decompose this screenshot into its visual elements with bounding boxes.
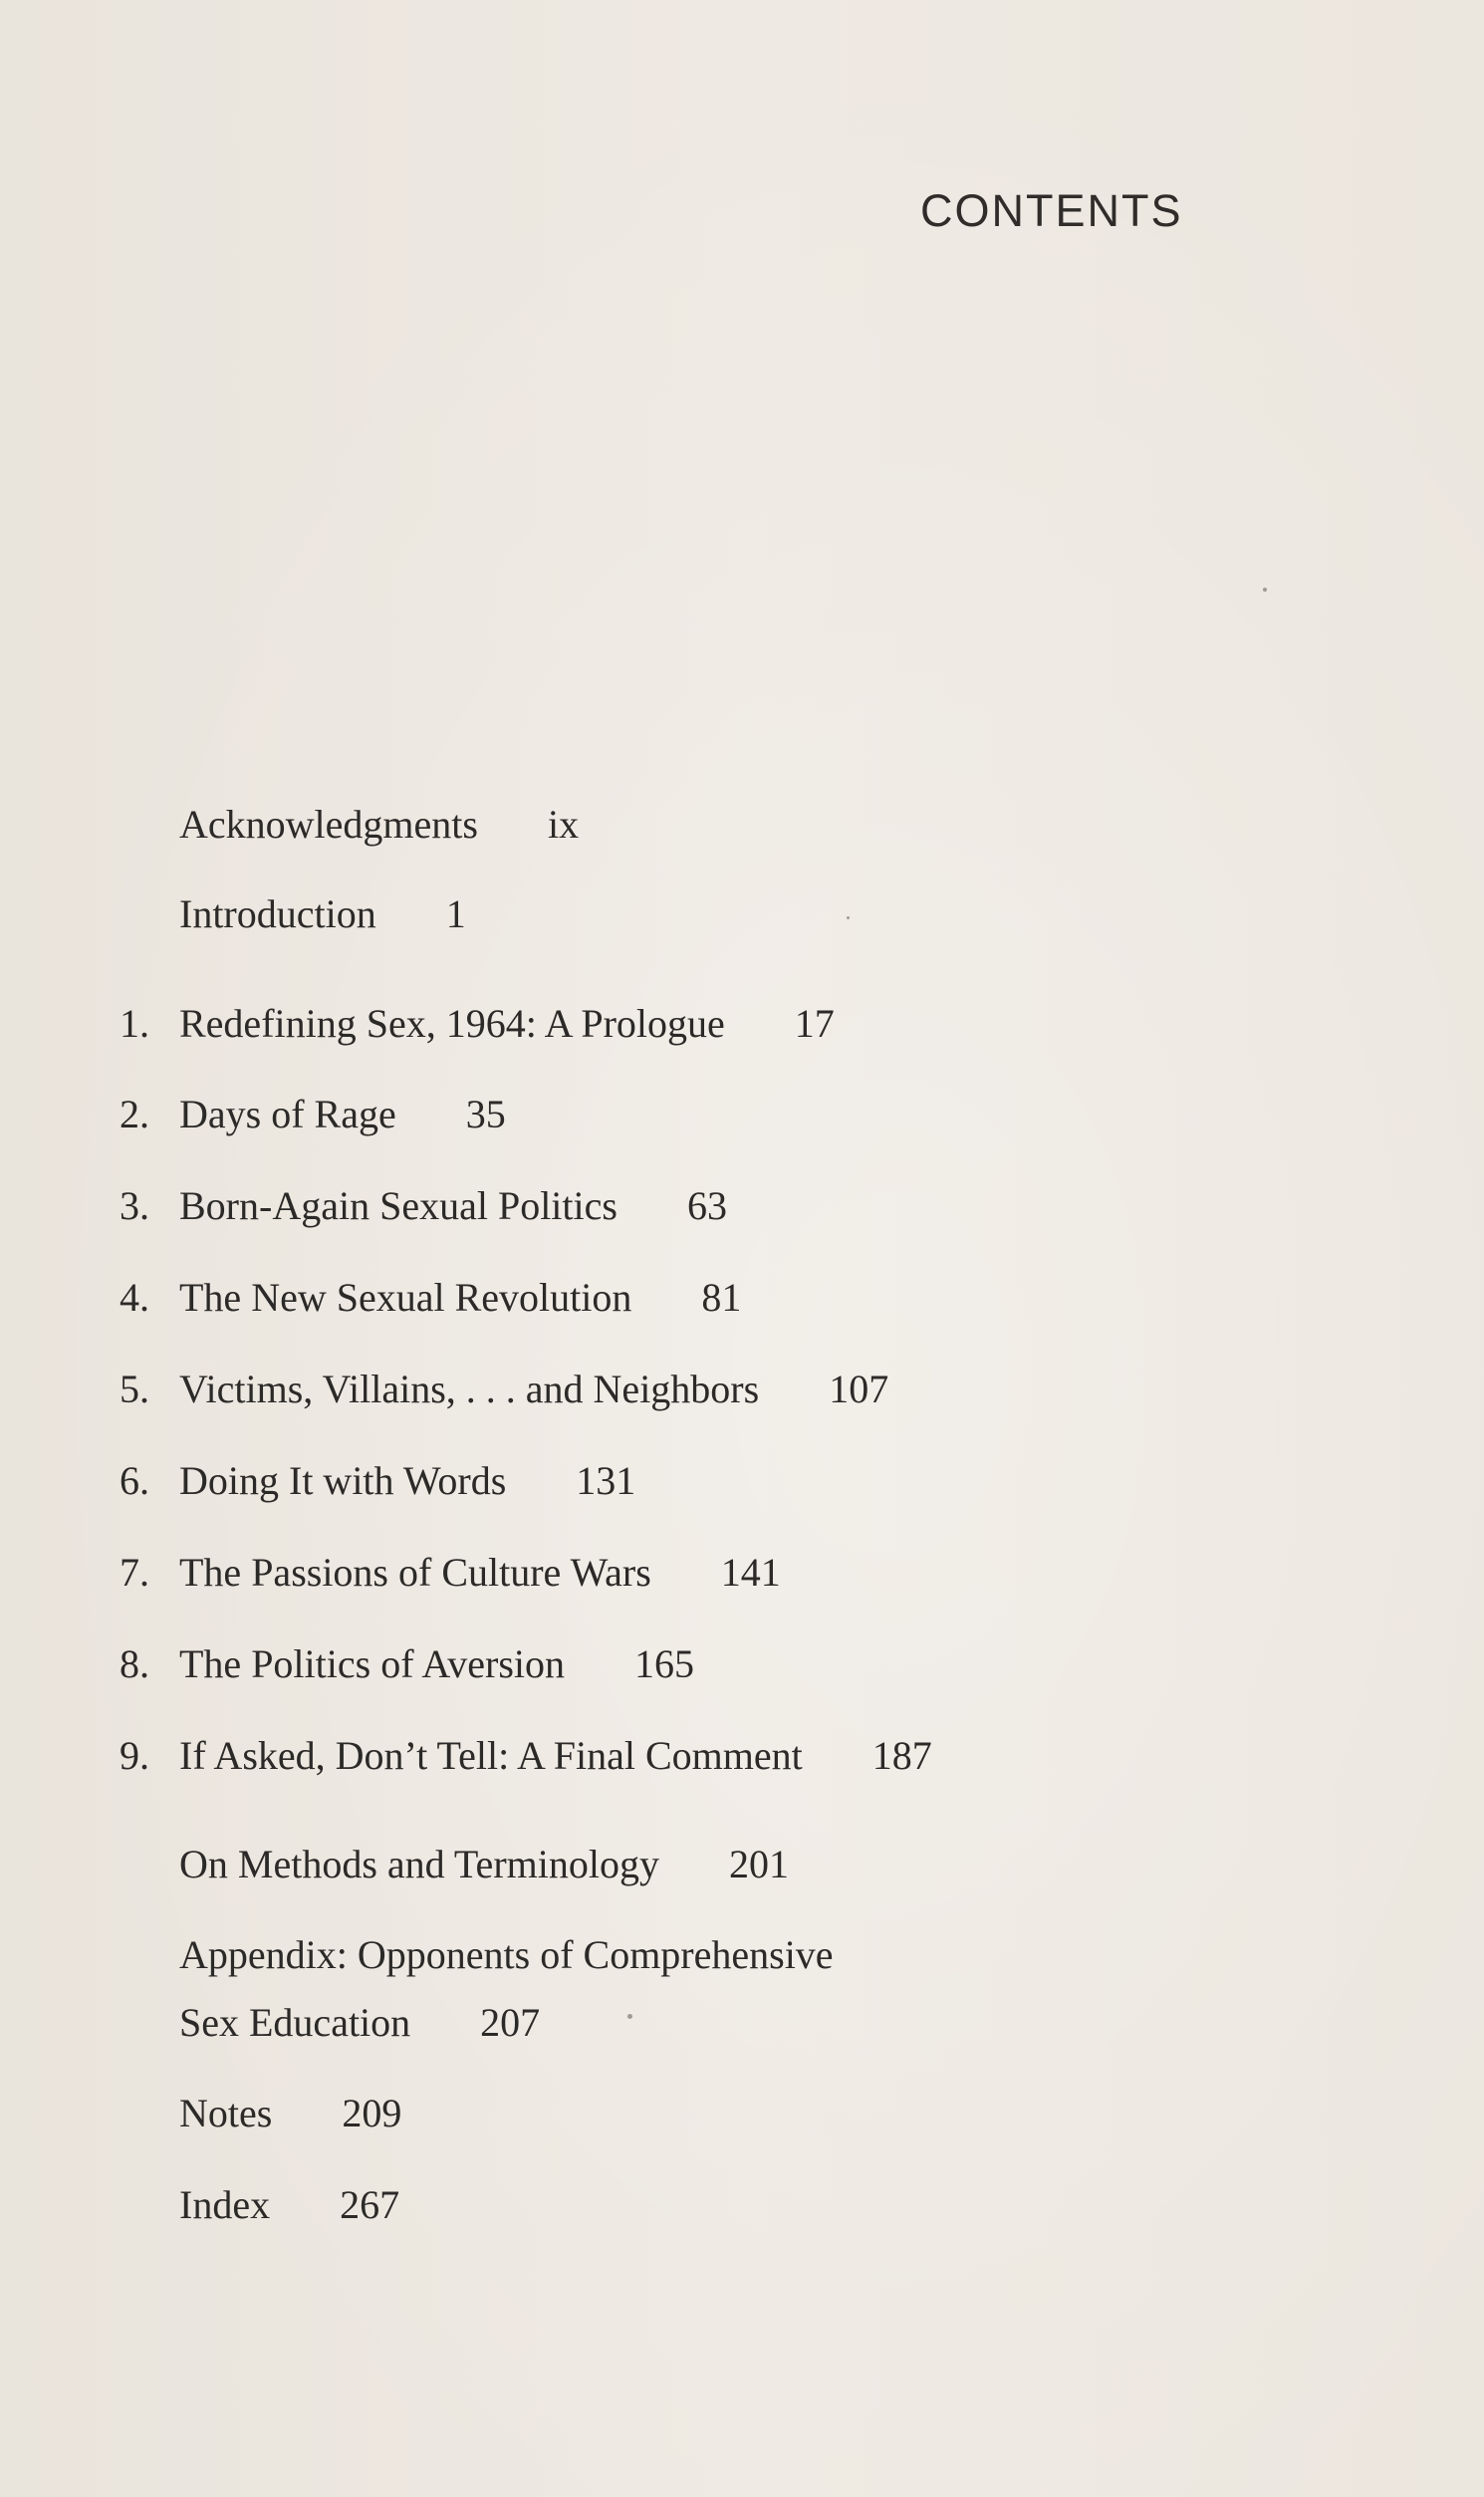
toc-entry-page: 131 — [576, 1458, 636, 1503]
toc-entry-page: 141 — [720, 1550, 781, 1595]
chapter-number: 1. — [120, 1001, 149, 1046]
toc-entry-page: 63 — [686, 1183, 727, 1228]
chapter-number: 8. — [120, 1641, 149, 1686]
toc-entry-page: 1 — [445, 891, 466, 936]
toc-entry-chapter-2[interactable] — [179, 1091, 506, 1138]
chapter-number: 4. — [120, 1275, 149, 1320]
toc-entry-introduction[interactable] — [179, 890, 466, 938]
toc-entry-chapter-8[interactable] — [179, 1640, 694, 1688]
toc-entry-chapter-5[interactable] — [179, 1366, 888, 1413]
toc-entry-title: Index — [179, 2182, 271, 2227]
chapter-number: 3. — [120, 1183, 149, 1228]
chapter-number: 9. — [120, 1733, 149, 1778]
toc-entry-title: Born-Again Sexual Politics — [179, 1183, 618, 1228]
toc-entry-page: 209 — [342, 2091, 402, 2135]
toc-entry-chapter-3[interactable] — [179, 1182, 727, 1230]
toc-entry-title: Acknowledgments — [179, 802, 478, 847]
toc-entry-acknowledgments[interactable] — [179, 801, 579, 849]
toc-entry-index[interactable] — [179, 2181, 399, 2229]
paper-speck — [847, 916, 850, 919]
toc-entry-title-continued: Sex Education — [179, 2000, 411, 2045]
toc-entry-title: The Politics of Aversion — [179, 1641, 565, 1686]
chapter-number: 5. — [120, 1367, 149, 1411]
toc-entry-chapter-4[interactable] — [179, 1274, 741, 1322]
toc-entry-title: If Asked, Don’t Tell: A Final Comment — [179, 1733, 803, 1778]
toc-entry-page: 267 — [340, 2182, 400, 2227]
toc-entry-chapter-1[interactable] — [179, 1000, 835, 1048]
page-title: CONTENTS — [920, 185, 1183, 236]
toc-entry-page: 207 — [480, 2000, 541, 2045]
toc-entry-page: 81 — [701, 1275, 742, 1320]
toc-entry-title: The New Sexual Revolution — [179, 1275, 632, 1320]
toc-entry-title: Doing It with Words — [179, 1458, 507, 1503]
chapter-number: 6. — [120, 1458, 149, 1503]
toc-entry-title: Notes — [179, 2091, 273, 2135]
toc-entry-chapter-6[interactable] — [179, 1457, 635, 1505]
toc-entry-title: On Methods and Terminology — [179, 1842, 659, 1886]
chapter-number: 7. — [120, 1550, 149, 1595]
toc-entry-page: 187 — [871, 1733, 932, 1778]
toc-entry-title: Redefining Sex, 1964: A Prologue — [179, 1001, 725, 1046]
toc-entry-title: Victims, Villains, . . . and Neighbors — [179, 1367, 760, 1411]
toc-entry-page: 17 — [794, 1001, 835, 1046]
toc-entry-title: Appendix: Opponents of Comprehensive — [179, 1932, 834, 1977]
toc-entry-methods[interactable] — [179, 1841, 789, 1888]
toc-entry-title: Days of Rage — [179, 1092, 396, 1136]
toc-entry-chapter-9[interactable] — [179, 1732, 932, 1780]
toc-entry-page: 201 — [728, 1842, 789, 1886]
toc-entry-page: 165 — [634, 1641, 694, 1686]
toc-entry-page: 35 — [465, 1092, 506, 1136]
toc-entry-page: 107 — [829, 1367, 889, 1411]
toc-entry-title: The Passions of Culture Wars — [179, 1550, 651, 1595]
toc-entry-chapter-7[interactable] — [179, 1549, 781, 1597]
toc-entry-appendix[interactable] — [179, 1931, 834, 2047]
toc-entry-title: Introduction — [179, 891, 376, 936]
chapter-number: 2. — [120, 1092, 149, 1136]
toc-entry-page: ix — [547, 802, 580, 847]
toc-entry-notes[interactable] — [179, 2090, 401, 2137]
paper-speck — [627, 2014, 632, 2019]
paper-speck — [1263, 588, 1267, 592]
